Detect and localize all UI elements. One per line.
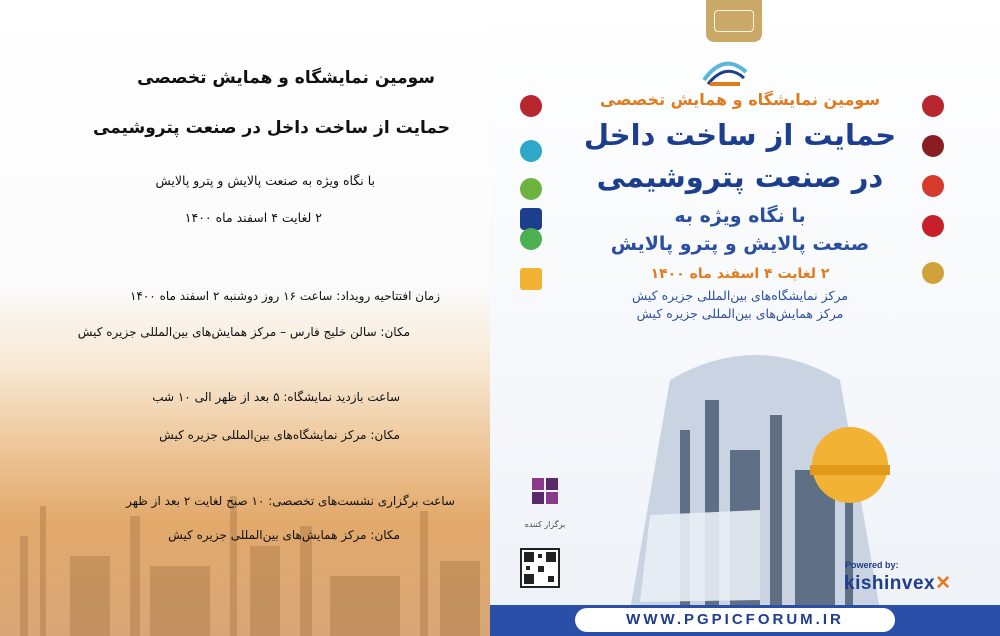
kishinvex-logo: kishinvex✕ xyxy=(844,573,952,594)
iran-emblem-logo xyxy=(520,95,542,117)
qr-code[interactable] xyxy=(520,548,560,588)
opening-place: مکان: سالن خلیج فارس – مرکز همایش‌های بین‌المللی جزیره کیش xyxy=(77,325,410,339)
event-poster xyxy=(490,0,1000,636)
poster-headline-1: حمایت از ساخت داخل xyxy=(583,118,897,152)
poster-event-line: سومین نمایشگاه و همایش تخصصی xyxy=(599,90,881,109)
sponsor-logo-leaf xyxy=(520,228,542,250)
sponsor-logo-square xyxy=(520,268,542,290)
poster-venue-2: مرکز همایش‌های بین‌المللی جزیره کیش xyxy=(636,306,844,321)
session-time: ساعت برگزاری نشست‌های تخصصی: ۱۰ صبح لغایت ۲ بعد از ظهر xyxy=(126,494,455,508)
poster-subtitle-1: با نگاه ویژه به xyxy=(674,205,806,227)
poster-headline-2: در صنعت پتروشیمی xyxy=(596,160,884,194)
organizer-label: برگزار کننده xyxy=(524,520,566,529)
website-link[interactable]: WWW.PGPICFORUM.IR xyxy=(575,608,895,632)
iran-emblem-logo-right xyxy=(922,95,944,117)
info-panel xyxy=(0,0,490,636)
poster-subtitle-2: صنعت پالایش و پترو پالایش xyxy=(610,233,870,255)
left-subtitle: با نگاه ویژه به صنعت پالایش و پترو پالایش xyxy=(155,173,375,188)
sponsor-logo-navy xyxy=(520,208,542,230)
left-title-line1: سومین نمایشگاه و همایش تخصصی xyxy=(137,68,435,88)
ministry-logo xyxy=(922,135,944,157)
top-emblem xyxy=(706,0,762,42)
forum-logo xyxy=(694,50,754,92)
poster-venue-1: مرکز نمایشگاه‌های بین‌المللی جزیره کیش xyxy=(631,288,849,303)
poster-date: ۲ لغایت ۴ اسفند ماه ۱۴۰۰ xyxy=(650,266,830,282)
left-title-line2: حمایت از ساخت داخل در صنعت پتروشیمی xyxy=(92,118,450,138)
organizer-logo xyxy=(510,470,580,540)
petro-logo-red xyxy=(922,175,944,197)
oil-logo xyxy=(922,215,944,237)
opening-time: زمان افتتاحیه رویداد: ساعت ۱۶ روز دوشنبه ۲ اسفند ماه ۱۴۰۰ xyxy=(129,289,440,303)
visit-place: مکان: مرکز نمایشگاه‌های بین‌المللی جزیره کیش xyxy=(159,428,400,442)
powered-by-label: Powered by: xyxy=(845,560,899,570)
sponsor-logo-blue xyxy=(520,140,542,162)
sponsor-logo-green xyxy=(520,178,542,200)
sponsor-logo-gold xyxy=(922,262,944,284)
session-place: مکان: مرکز همایش‌های بین‌المللی جزیره کیش xyxy=(168,528,400,542)
left-date: ۲ لغایت ۴ اسفند ماه ۱۴۰۰ xyxy=(184,210,322,225)
visit-time: ساعت بازدید نمایشگاه: ۵ بعد از ظهر الی ۱۰ شب xyxy=(152,390,400,404)
